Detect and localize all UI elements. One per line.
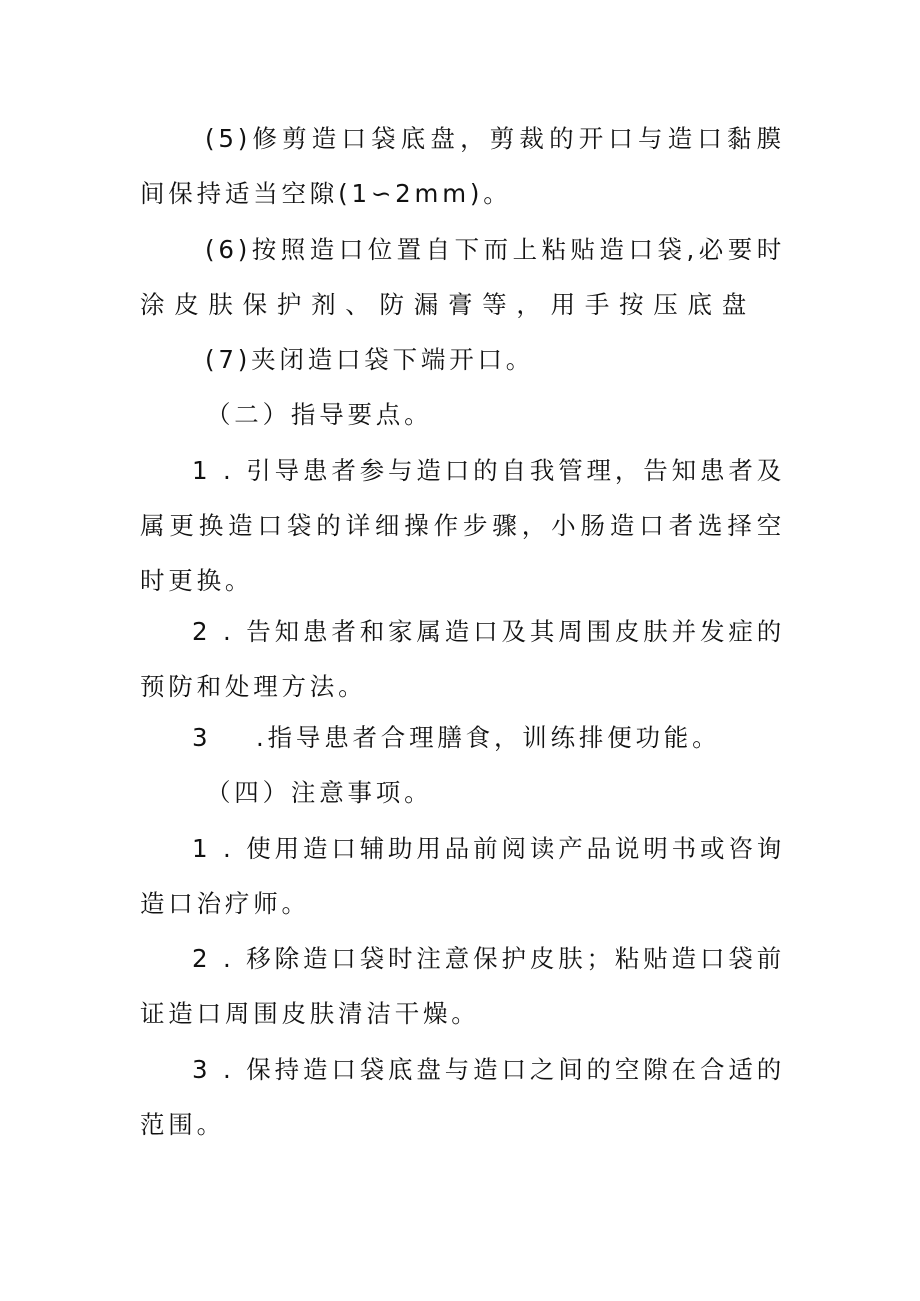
step-7: (7)夹闭造口袋下端开口。 bbox=[205, 345, 535, 374]
guidance-1-line-2: 属更换造口袋的详细操作步骤，小肠造口者选择空 bbox=[140, 511, 785, 540]
note-2-line-1: 2 . 移除造口袋时注意保护皮肤；粘贴造口袋前 bbox=[192, 944, 785, 973]
note-3-line-2: 范围。 bbox=[140, 1110, 225, 1139]
step-6-line-1: (6)按照造口位置自下而上粘贴造口袋,必要时 bbox=[205, 235, 785, 264]
note-1-line-2: 造口治疗师。 bbox=[140, 889, 310, 918]
section-heading-notes: （四）注意事项。 bbox=[206, 778, 433, 807]
step-5-line-2: 间保持适当空隙(1∽2mm)。 bbox=[140, 179, 512, 208]
section-heading-guidance: （二）指导要点。 bbox=[206, 400, 433, 429]
step-5-line-1: (5)修剪造口袋底盘，剪裁的开口与造口黏膜 bbox=[205, 124, 785, 153]
guidance-1-line-3: 时更换。 bbox=[140, 566, 254, 595]
guidance-3-number: 3 bbox=[192, 723, 208, 752]
guidance-3-text: .指导患者合理膳食，训练排便功能。 bbox=[256, 723, 721, 752]
guidance-2-line-1: 2 . 告知患者和家属造口及其周围皮肤并发症的 bbox=[192, 617, 785, 646]
step-6-line-2: 涂皮肤保护剂、防漏膏等，用手按压底盘 bbox=[140, 290, 750, 319]
note-1-line-1: 1 . 使用造口辅助用品前阅读产品说明书或咨询 bbox=[192, 834, 785, 863]
guidance-2-line-2: 预防和处理方法。 bbox=[140, 672, 367, 701]
note-2-line-2: 证造口周围皮肤清洁干燥。 bbox=[140, 999, 480, 1028]
note-3-line-1: 3 . 保持造口袋底盘与造口之间的空隙在合适的 bbox=[192, 1055, 785, 1084]
guidance-1-line-1: 1 . 引导患者参与造口的自我管理，告知患者及 bbox=[192, 456, 785, 485]
